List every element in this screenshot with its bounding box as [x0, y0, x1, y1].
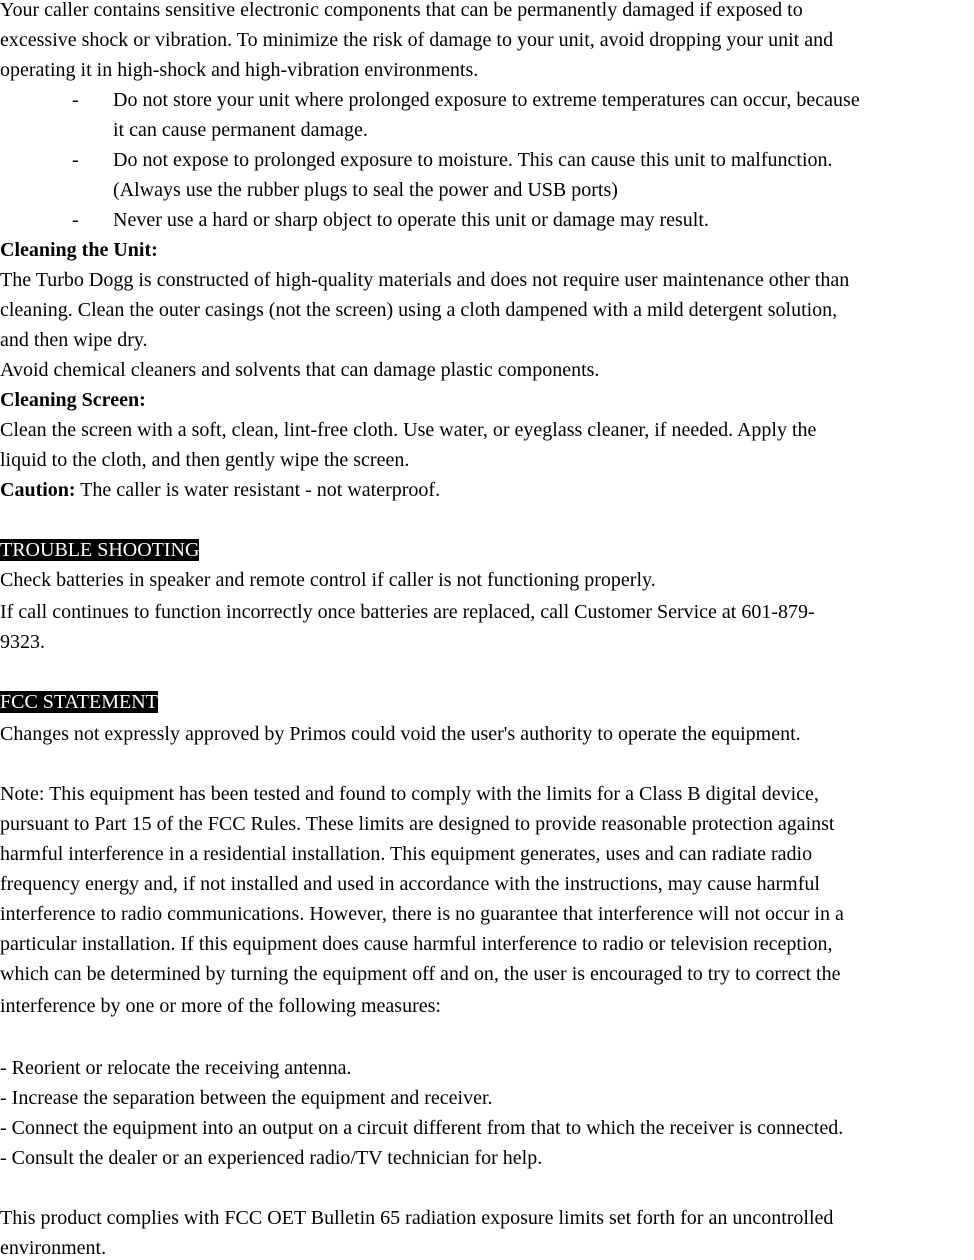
bullet-dash: - [72, 89, 79, 111]
note-line-3: harmful interference in a residential installation. This equipment generates, uses and can radiate radio [0, 843, 813, 865]
fcc-statement-label: FCC STATEMENT [0, 691, 158, 713]
cleaning-unit-line-1: The Turbo Dogg is constructed of high-quality materials and does not require user maintenance other than [0, 269, 850, 291]
bullet-dash: - [72, 149, 79, 171]
trouble-shooting-label: TROUBLE SHOOTING [0, 539, 200, 561]
note-line-4: frequency energy and, if not installed and used in accordance with the instructions, may cause harmful [0, 873, 820, 895]
note-line-7: which can be determined by turning the equipment off and on, the user is encouraged to try to correct the [0, 963, 841, 985]
heading-cleaning-unit: Cleaning the Unit: [0, 239, 158, 261]
measure-4: - Consult the dealer or an experienced radio/TV technician for help. [0, 1147, 543, 1169]
bullet-dash: - [72, 209, 79, 231]
note-line-1: Note: This equipment has been tested and found to comply with the limits for a Class B digital device, [0, 783, 819, 805]
heading-trouble-shooting [0, 538, 199, 562]
cleaning-unit-line-4: Avoid chemical cleaners and solvents that can damage plastic components. [0, 359, 600, 381]
bullet-2-line-2: (Always use the rubber plugs to seal the power and USB ports) [113, 179, 618, 201]
bullet-1-line-2: it can cause permanent damage. [113, 119, 368, 141]
compliance-line-1: This product complies with FCC OET Bulletin 65 radiation exposure limits set forth for an uncontrolled [0, 1207, 834, 1229]
heading-fcc-statement [0, 690, 158, 714]
measure-2: - Increase the separation between the equipment and receiver. [0, 1087, 493, 1109]
bullet-2-line-1: Do not expose to prolonged exposure to moisture. This can cause this unit to malfunction. [113, 149, 833, 171]
note-line-6: particular installation. If this equipment does cause harmful interference to radio or television reception, [0, 933, 833, 955]
intro-line-3: operating it in high-shock and high-vibration environments. [0, 59, 479, 81]
caution-label: Caution: [0, 479, 76, 501]
note-line-8: interference by one or more of the following measures: [0, 995, 441, 1017]
bullet-3-line-1: Never use a hard or sharp object to operate this unit or damage may result. [113, 209, 709, 231]
trouble-line-2: If call continues to function incorrectly once batteries are replaced, call Customer Service at 601-879- [0, 601, 815, 623]
trouble-line-3: 9323. [0, 631, 45, 653]
intro-line-2: excessive shock or vibration. To minimize the risk of damage to your unit, avoid dropping your unit and [0, 29, 834, 51]
cleaning-unit-line-3: and then wipe dry. [0, 329, 148, 351]
note-line-2: pursuant to Part 15 of the FCC Rules. These limits are designed to provide reasonable protection against [0, 813, 835, 835]
cleaning-unit-line-2: cleaning. Clean the outer casings (not the screen) using a cloth dampened with a mild detergent solution, [0, 299, 838, 321]
caution-line [0, 478, 440, 502]
caution-text: The caller is water resistant - not waterproof. [75, 479, 441, 501]
heading-cleaning-screen: Cleaning Screen: [0, 389, 146, 411]
compliance-line-2: environment. [0, 1237, 107, 1259]
intro-line-1: Your caller contains sensitive electronic components that can be permanently damaged if exposed to [0, 0, 803, 21]
bullet-1-line-1: Do not store your unit where prolonged exposure to extreme temperatures can occur, because [113, 89, 860, 111]
cleaning-screen-line-2: liquid to the cloth, and then gently wipe the screen. [0, 449, 410, 471]
cleaning-screen-line-1: Clean the screen with a soft, clean, lint-free cloth. Use water, or eyeglass cleaner, if needed. Apply the [0, 419, 817, 441]
measure-1: - Reorient or relocate the receiving antenna. [0, 1057, 352, 1079]
fcc-changes-line: Changes not expressly approved by Primos could void the user's authority to operate the equipment. [0, 723, 801, 745]
measure-3: - Connect the equipment into an output on a circuit different from that to which the receiver is connected. [0, 1117, 844, 1139]
trouble-line-1: Check batteries in speaker and remote control if caller is not functioning properly. [0, 569, 656, 591]
note-line-5: interference to radio communications. However, there is no guarantee that interference will not occur in a [0, 903, 844, 925]
